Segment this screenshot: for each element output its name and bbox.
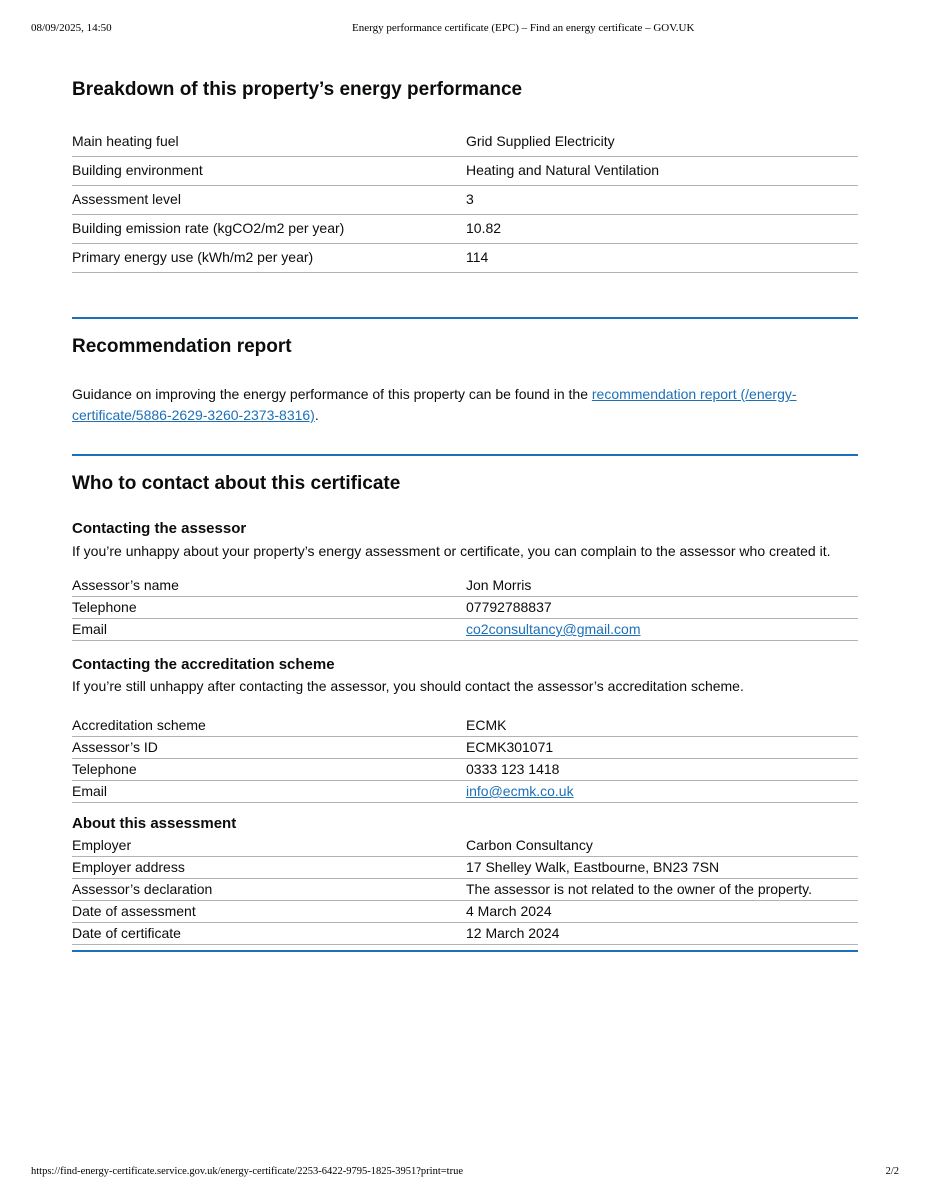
table-row — [72, 575, 858, 597]
page-number: 2/2 — [885, 1166, 899, 1177]
table-row — [72, 737, 858, 759]
about-assessment-heading: About this assessment — [72, 815, 237, 832]
table-row — [72, 128, 858, 157]
accreditation-email-link[interactable]: info@ecmk.co.uk — [466, 783, 574, 799]
contact-assessor-text: If you’re unhappy about your property’s energy assessment or certificate, you can complain to the assessor who created it. — [72, 543, 831, 559]
row-value: 07792788837 — [466, 597, 858, 619]
breakdown-table — [72, 128, 858, 273]
row-label: Date of certificate — [72, 923, 466, 945]
recommendation-report-link[interactable]: recommendation report (/energy-certificate/5886-2629-3260-2373-8316) — [72, 386, 797, 423]
row-value: Grid Supplied Electricity — [466, 128, 858, 157]
print-datetime: 08/09/2025, 14:50 — [31, 22, 112, 34]
row-label: Assessor’s name — [72, 575, 466, 597]
row-value: Carbon Consultancy — [466, 835, 858, 857]
accreditation-table — [72, 715, 858, 803]
section-divider — [72, 317, 858, 319]
table-row — [72, 857, 858, 879]
recommendation-text-before: Guidance on improving the energy performance of this property can be found in the — [72, 386, 592, 402]
table-row — [72, 215, 858, 244]
row-label: Employer address — [72, 857, 466, 879]
recommendation-text-after: . — [314, 407, 319, 423]
row-label: Telephone — [72, 759, 466, 781]
table-row — [72, 923, 858, 945]
section-divider — [72, 454, 858, 456]
row-value: ECMK — [466, 715, 858, 737]
recommendation-heading: Recommendation report — [72, 336, 292, 357]
about-assessment-table — [72, 835, 858, 945]
row-label: Date of assessment — [72, 901, 466, 923]
assessor-email-link[interactable]: co2consultancy@gmail.com — [466, 621, 641, 637]
print-doc-title: Energy performance certificate (EPC) – Find an energy certificate – GOV.UK — [352, 22, 695, 34]
row-label: Assessor’s declaration — [72, 879, 466, 901]
print-url: https://find-energy-certificate.service.gov.uk/energy-certificate/2253-6422-9795-1825-3951?print=true — [31, 1166, 463, 1177]
section-divider — [72, 950, 858, 952]
row-label: Email — [72, 619, 466, 641]
row-label: Assessor’s ID — [72, 737, 466, 759]
table-row — [72, 901, 858, 923]
table-row — [72, 715, 858, 737]
table-row — [72, 186, 858, 215]
table-row — [72, 835, 858, 857]
page-content — [72, 0, 858, 952]
row-label: Assessment level — [72, 186, 466, 215]
recommendation-text — [72, 384, 858, 426]
contact-accreditation-text: If you’re still unhappy after contacting the assessor, you should contact the assessor’s accreditation scheme. — [72, 678, 744, 694]
row-label: Employer — [72, 835, 466, 857]
row-value: 3 — [466, 186, 858, 215]
table-row — [72, 879, 858, 901]
row-label: Accreditation scheme — [72, 715, 466, 737]
contact-assessor-heading: Contacting the assessor — [72, 520, 247, 537]
print-footer — [31, 1166, 899, 1178]
breakdown-heading: Breakdown of this property’s energy performance — [72, 79, 523, 100]
row-value: Jon Morris — [466, 575, 858, 597]
row-value: 0333 123 1418 — [466, 759, 858, 781]
row-value: ECMK301071 — [466, 737, 858, 759]
row-value: 12 March 2024 — [466, 923, 858, 945]
assessor-table — [72, 575, 858, 641]
table-row — [72, 244, 858, 273]
row-label: Telephone — [72, 597, 466, 619]
row-label: Building environment — [72, 157, 466, 186]
row-value: 4 March 2024 — [466, 901, 858, 923]
table-row — [72, 157, 858, 186]
row-value: 114 — [466, 244, 858, 273]
table-row — [72, 781, 858, 803]
row-label: Email — [72, 781, 466, 803]
row-label: Main heating fuel — [72, 128, 466, 157]
table-row — [72, 619, 858, 641]
table-row — [72, 759, 858, 781]
contact-accreditation-heading: Contacting the accreditation scheme — [72, 656, 335, 673]
row-label: Building emission rate (kgCO2/m2 per year) — [72, 215, 466, 244]
row-value: 10.82 — [466, 215, 858, 244]
contact-heading: Who to contact about this certificate — [72, 473, 401, 494]
row-value: Heating and Natural Ventilation — [466, 157, 858, 186]
row-value: The assessor is not related to the owner of the property. — [466, 879, 858, 901]
row-label: Primary energy use (kWh/m2 per year) — [72, 244, 466, 273]
table-row — [72, 597, 858, 619]
row-value: 17 Shelley Walk, Eastbourne, BN23 7SN — [466, 857, 858, 879]
